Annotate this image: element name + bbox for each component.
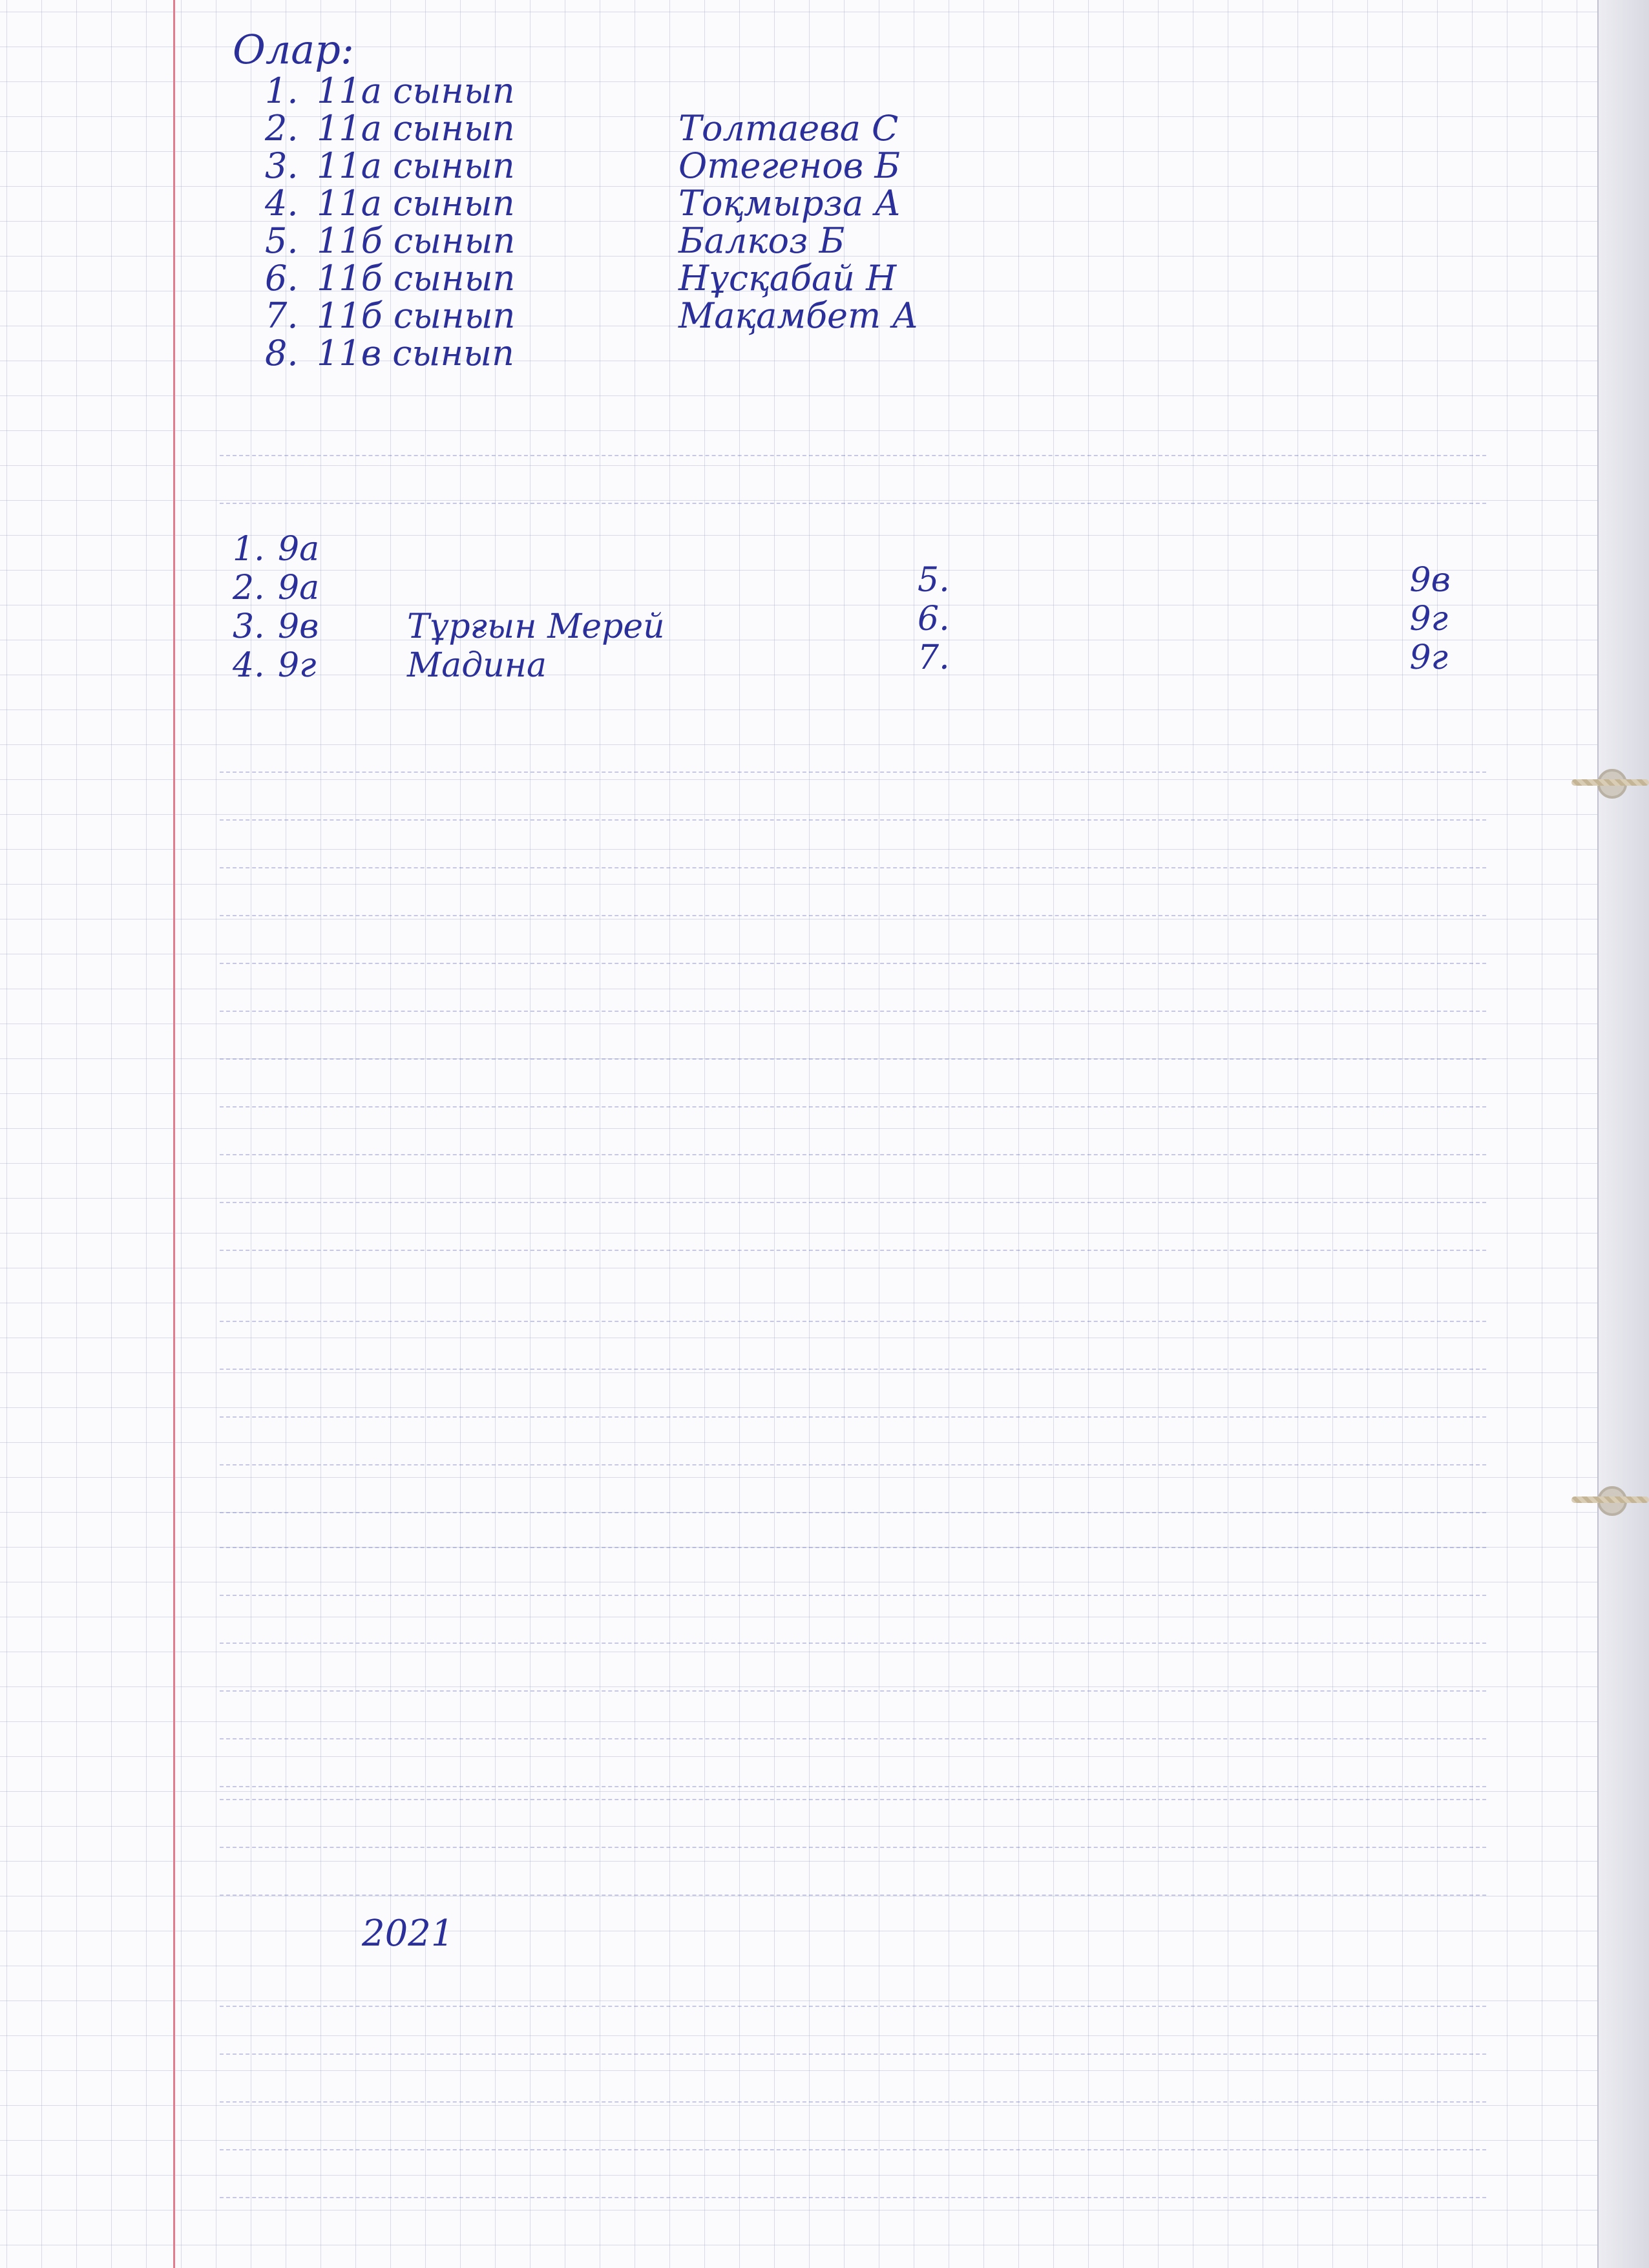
student-name	[678, 72, 1195, 110]
list-item	[918, 561, 1499, 600]
pupil-list-left	[233, 530, 879, 685]
illegible-line	[220, 1017, 1486, 1060]
student-name: Тұрғын Мерей	[407, 607, 665, 646]
illegible-paragraph	[220, 730, 1486, 1256]
illegible-line	[220, 826, 1486, 868]
binding-strip	[1597, 0, 1649, 2268]
pupil-list-right	[918, 561, 1499, 677]
student-name: Мақамбет А	[678, 295, 919, 336]
list-item	[265, 335, 1234, 372]
item-number: 2.	[233, 569, 265, 607]
list-item	[233, 646, 879, 685]
list-item	[233, 530, 879, 569]
item-number: 6.	[918, 600, 950, 638]
illegible-line	[220, 1649, 1486, 1692]
list-item	[233, 607, 879, 646]
class-label: 9г	[1409, 600, 1448, 638]
illegible-line	[220, 461, 1486, 504]
illegible-line	[220, 1553, 1486, 1596]
item-number: 4.	[233, 646, 265, 685]
class-label: 11б сынып	[317, 295, 516, 336]
binding-string-top	[1571, 779, 1649, 786]
illegible-line	[220, 1065, 1486, 1108]
student-name: Тоқмырза А	[678, 183, 901, 224]
list-item	[265, 147, 1234, 185]
year-text: 2021	[362, 1913, 454, 1955]
item-number: 5.	[265, 220, 299, 261]
class-label: 11б сынып	[317, 220, 516, 261]
item-number: 6.	[265, 258, 299, 299]
item-number: 3.	[265, 145, 299, 186]
item-number: 7.	[918, 638, 950, 677]
student-name	[962, 638, 1409, 677]
illegible-line	[220, 874, 1486, 916]
illegible-line	[220, 2060, 1486, 2103]
illegible-line	[220, 1506, 1486, 1548]
student-name	[678, 335, 1195, 372]
student-name	[962, 561, 1409, 600]
illegible-line	[220, 2012, 1486, 2055]
illegible-line	[220, 1601, 1486, 1644]
list-item	[265, 72, 1234, 110]
binding-string-bottom	[1571, 1496, 1649, 1503]
class-label: 11а сынып	[317, 145, 515, 186]
class-label: 11а сынып	[317, 183, 515, 224]
item-number: 5.	[918, 561, 950, 600]
item-number: 3.	[233, 607, 265, 646]
illegible-line	[220, 414, 1486, 456]
class-label: 11в сынып	[317, 333, 514, 373]
student-name: Нұсқабай Н	[678, 258, 897, 299]
illegible-line	[220, 1160, 1486, 1203]
class-label: 9в	[278, 607, 319, 646]
item-number: 4.	[265, 183, 299, 224]
item-number: 2.	[265, 108, 299, 149]
list-item	[265, 110, 1234, 147]
class-label: 9а	[278, 569, 320, 607]
illegible-paragraph	[220, 1964, 1486, 2203]
item-number: 1.	[265, 70, 299, 111]
illegible-line	[220, 1375, 1486, 1418]
list-heading: Олар:	[233, 26, 354, 73]
illegible-line	[220, 778, 1486, 821]
student-name	[407, 569, 859, 607]
illegible-line	[220, 1697, 1486, 1739]
class-label: 11а сынып	[317, 108, 515, 149]
student-name: Толтаева С	[678, 108, 899, 149]
list-item	[265, 260, 1234, 297]
student-name	[407, 530, 859, 569]
class-label: 9г	[278, 646, 317, 685]
class-label: 9а	[278, 530, 320, 569]
class-label: 9в	[1409, 561, 1451, 600]
illegible-line	[220, 1327, 1486, 1370]
illegible-line	[220, 1279, 1486, 1322]
student-name: Отегенов Б	[678, 145, 901, 186]
illegible-line	[220, 1853, 1486, 1896]
illegible-paragraph	[220, 1279, 1486, 1518]
student-name	[962, 600, 1409, 638]
illegible-line	[220, 1758, 1486, 1800]
illegible-line	[220, 921, 1486, 964]
illegible-paragraph	[220, 414, 1486, 509]
student-name: Балкоз Б	[678, 220, 845, 261]
illegible-line	[220, 1208, 1486, 1251]
list-item	[265, 222, 1234, 260]
illegible-line	[220, 1805, 1486, 1848]
item-number: 1.	[233, 530, 265, 569]
item-number: 7.	[265, 295, 299, 336]
item-number: 8.	[265, 333, 299, 373]
margin-line	[173, 0, 175, 2268]
list-item	[265, 185, 1234, 222]
class-label: 11б сынып	[317, 258, 516, 299]
illegible-paragraph	[220, 1506, 1486, 1792]
list-item	[265, 297, 1234, 335]
illegible-line	[220, 2108, 1486, 2150]
illegible-line	[220, 1423, 1486, 1465]
illegible-line	[220, 969, 1486, 1012]
student-name: Мадина	[407, 646, 547, 685]
illegible-paragraph	[220, 1758, 1486, 1901]
class-label: 9г	[1409, 638, 1448, 677]
graduate-class-list	[265, 72, 1234, 372]
list-item	[918, 638, 1499, 677]
list-item	[233, 569, 879, 607]
illegible-line	[220, 1113, 1486, 1155]
illegible-line	[220, 730, 1486, 773]
class-label: 11а сынып	[317, 70, 515, 111]
illegible-line	[220, 1964, 1486, 2007]
illegible-line	[220, 2156, 1486, 2198]
list-item	[918, 600, 1499, 638]
